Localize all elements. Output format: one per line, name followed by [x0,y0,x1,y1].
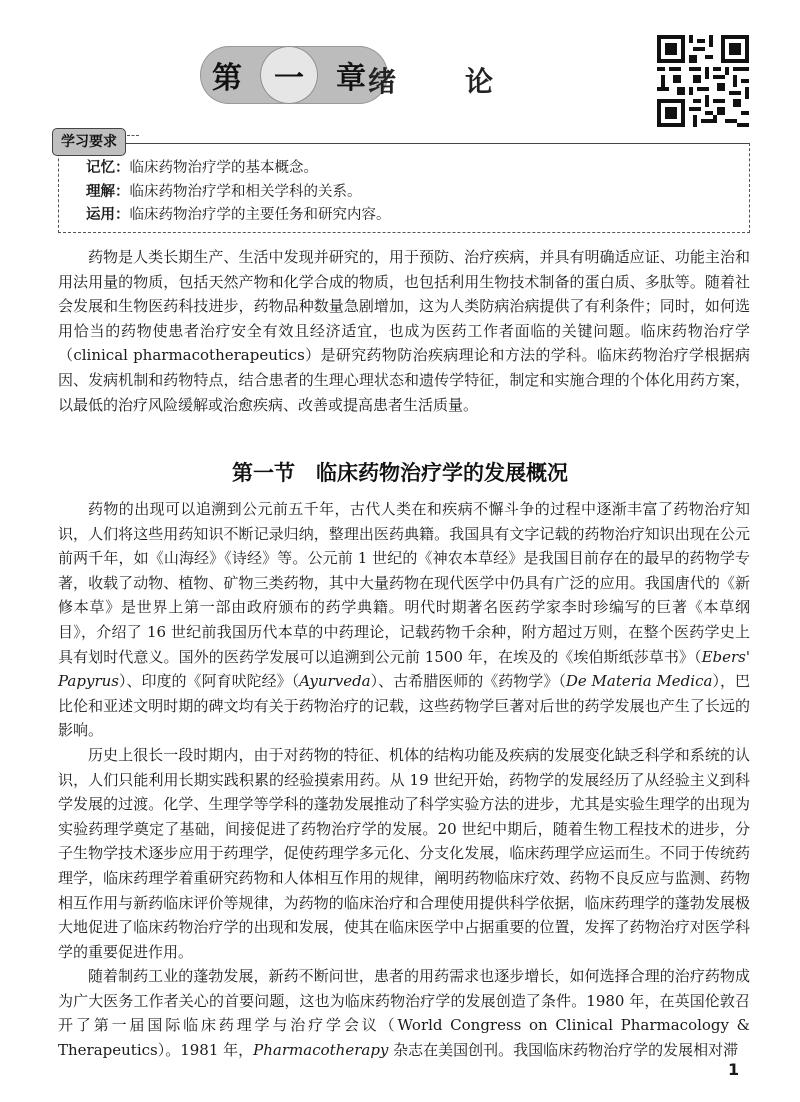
requirement-apply [86,205,391,225]
paragraph-modern: 随着制药工业的蓬勃发展，新药不断问世，患者的用药需求也逐步增长，如何选择合理的治疗药物成为广大医务工作者关心的首要问题，这也为临床药物治疗学的发展创造了条件。1980 年，在英国伦敦召开了第一届国际临床药理学与治疗学会议（World Congress on Clinical Pharmacology & Therapeutics）。1981 年，Pharmacotherapy 杂志在美国创刊。我国临床药物治疗学的发展相对滞 [58,967,750,1060]
paragraph-history: 药物的出现可以追溯到公元前五千年，古代人类在和疾病不懈斗争的过程中逐渐丰富了药物治疗知识，人们将这些用药知识不断记录归纳，整理出医药典籍。我国具有文字记载的药物治疗知识出现在公元前两千年，如《山海经》《诗经》等。公元前 1 世纪的《神农本草经》是我国目前存在的最早的药物学专著，收载了动物、植物、矿物三类药物，其中大量药物在现代医学中仍具有广泛的应用。我国唐代的《新修本草》是世界上第一部由政府颁布的药学典籍。明代时期著名医药学家李时珍编写的巨著《本草纲目》，介绍了 16 世纪前我国历代本草的中药理论，记载药物千余种，附方超过万则，在整个医药学史上具有划时代意义。国外的医药学发展可以追溯到公元前 1500 年，在埃及的《埃伯斯纸莎草书》（Ebers' Papyrus）、印度的《阿育吠陀经》（Ayurveda）、古希腊医师的《药物学》（De Materia Medica），巴比伦和亚述文明时期的碑文均有关于药物治疗的记载，这些药物学巨著对后世的药学发展也产生了长远的影响。 [58,500,750,740]
chapter-char-zhang: 章 [336,61,366,96]
section-title: 第一节 临床药物治疗学的发展概况 [232,461,568,485]
requirement-term: 运用： [86,207,130,223]
page-number: 1 [728,1060,740,1079]
requirement-term: 记忆： [86,160,130,176]
learning-requirements-tab: 学习要求 [52,128,126,156]
requirement-text: 临床药物治疗学和相关学科的关系。 [129,184,362,200]
requirement-text: 临床药物治疗学的基本概念。 [129,160,318,176]
qr-code[interactable] [657,35,749,127]
body-text [58,497,750,1063]
requirement-understand [86,182,362,202]
chapter-title-char-2: 论 [465,65,494,98]
requirement-text: 临床药物治疗学的主要任务和研究内容。 [129,207,391,223]
requirement-term: 理解： [86,184,130,200]
chapter-char-di: 第 [212,61,242,96]
chapter-title-char-1: 绪 [368,65,397,98]
requirement-memory [86,158,318,178]
intro-paragraph: 药物是人类长期生产、生活中发现并研究的，用于预防、治疗疾病，并具有明确适应证、功能主治和用法用量的物质，包括天然产物和化学合成的物质，也包括利用生物技术制备的蛋白质、多肽等。随着社会发展和生物医药科技进步，药物品种数量急剧增加，这为人类防病治病提供了有利条件；同时，如何选用恰当的药物使患者治疗安全有效且经济适宜，也成为医药工作者面临的关键问题。临床药物治疗学（clinical pharmacotherapeutics）是研究药物防治疾病理论和方法的学科。临床药物治疗学根据病因、发病机制和药物特点，结合患者的生理心理状态和遗传学特征，制定和实施合理的个体化用药方案，以最低的治疗风险缓解或治愈疾病、改善或提高患者生活质量。 [58,248,750,414]
chapter-char-yi: 一 [260,46,318,104]
paragraph-pharmacology: 历史上很长一段时期内，由于对药物的特征、机体的结构功能及疾病的发展变化缺乏科学和系统的认识，人们只能利用长期实践积累的经验摸索用药。从 19 世纪开始，药物学的发展经历了从经验主义到科学发展的过渡。化学、生理学等学科的蓬勃发展推动了科学实验方法的进步，尤其是实验生理学的出现为实验药理学奠定了基础，间接促进了药物治疗学的发展。20 世纪中期后，随着生物工程技术的进步，分子生物学技术逐步应用于药理学，促使药理学多元化、分支化发展，临床药理学应运而生。不同于传统药理学，临床药理学着重研究药物和人体相互作用的规律，阐明药物临床疗效、药物不良反应与监测、药物相互作用与新药临床评价等规律，为药物的临床治疗和合理使用提供科学依据，临床药理学的蓬勃发展极大地促进了临床药物治疗学的出现和发展，使其在临床医学中占据重要的位置，发挥了药物治疗对医学科学的重要促进作用。 [58,745,750,961]
chapter-header [200,46,388,104]
chapter-number-badge [200,46,388,104]
